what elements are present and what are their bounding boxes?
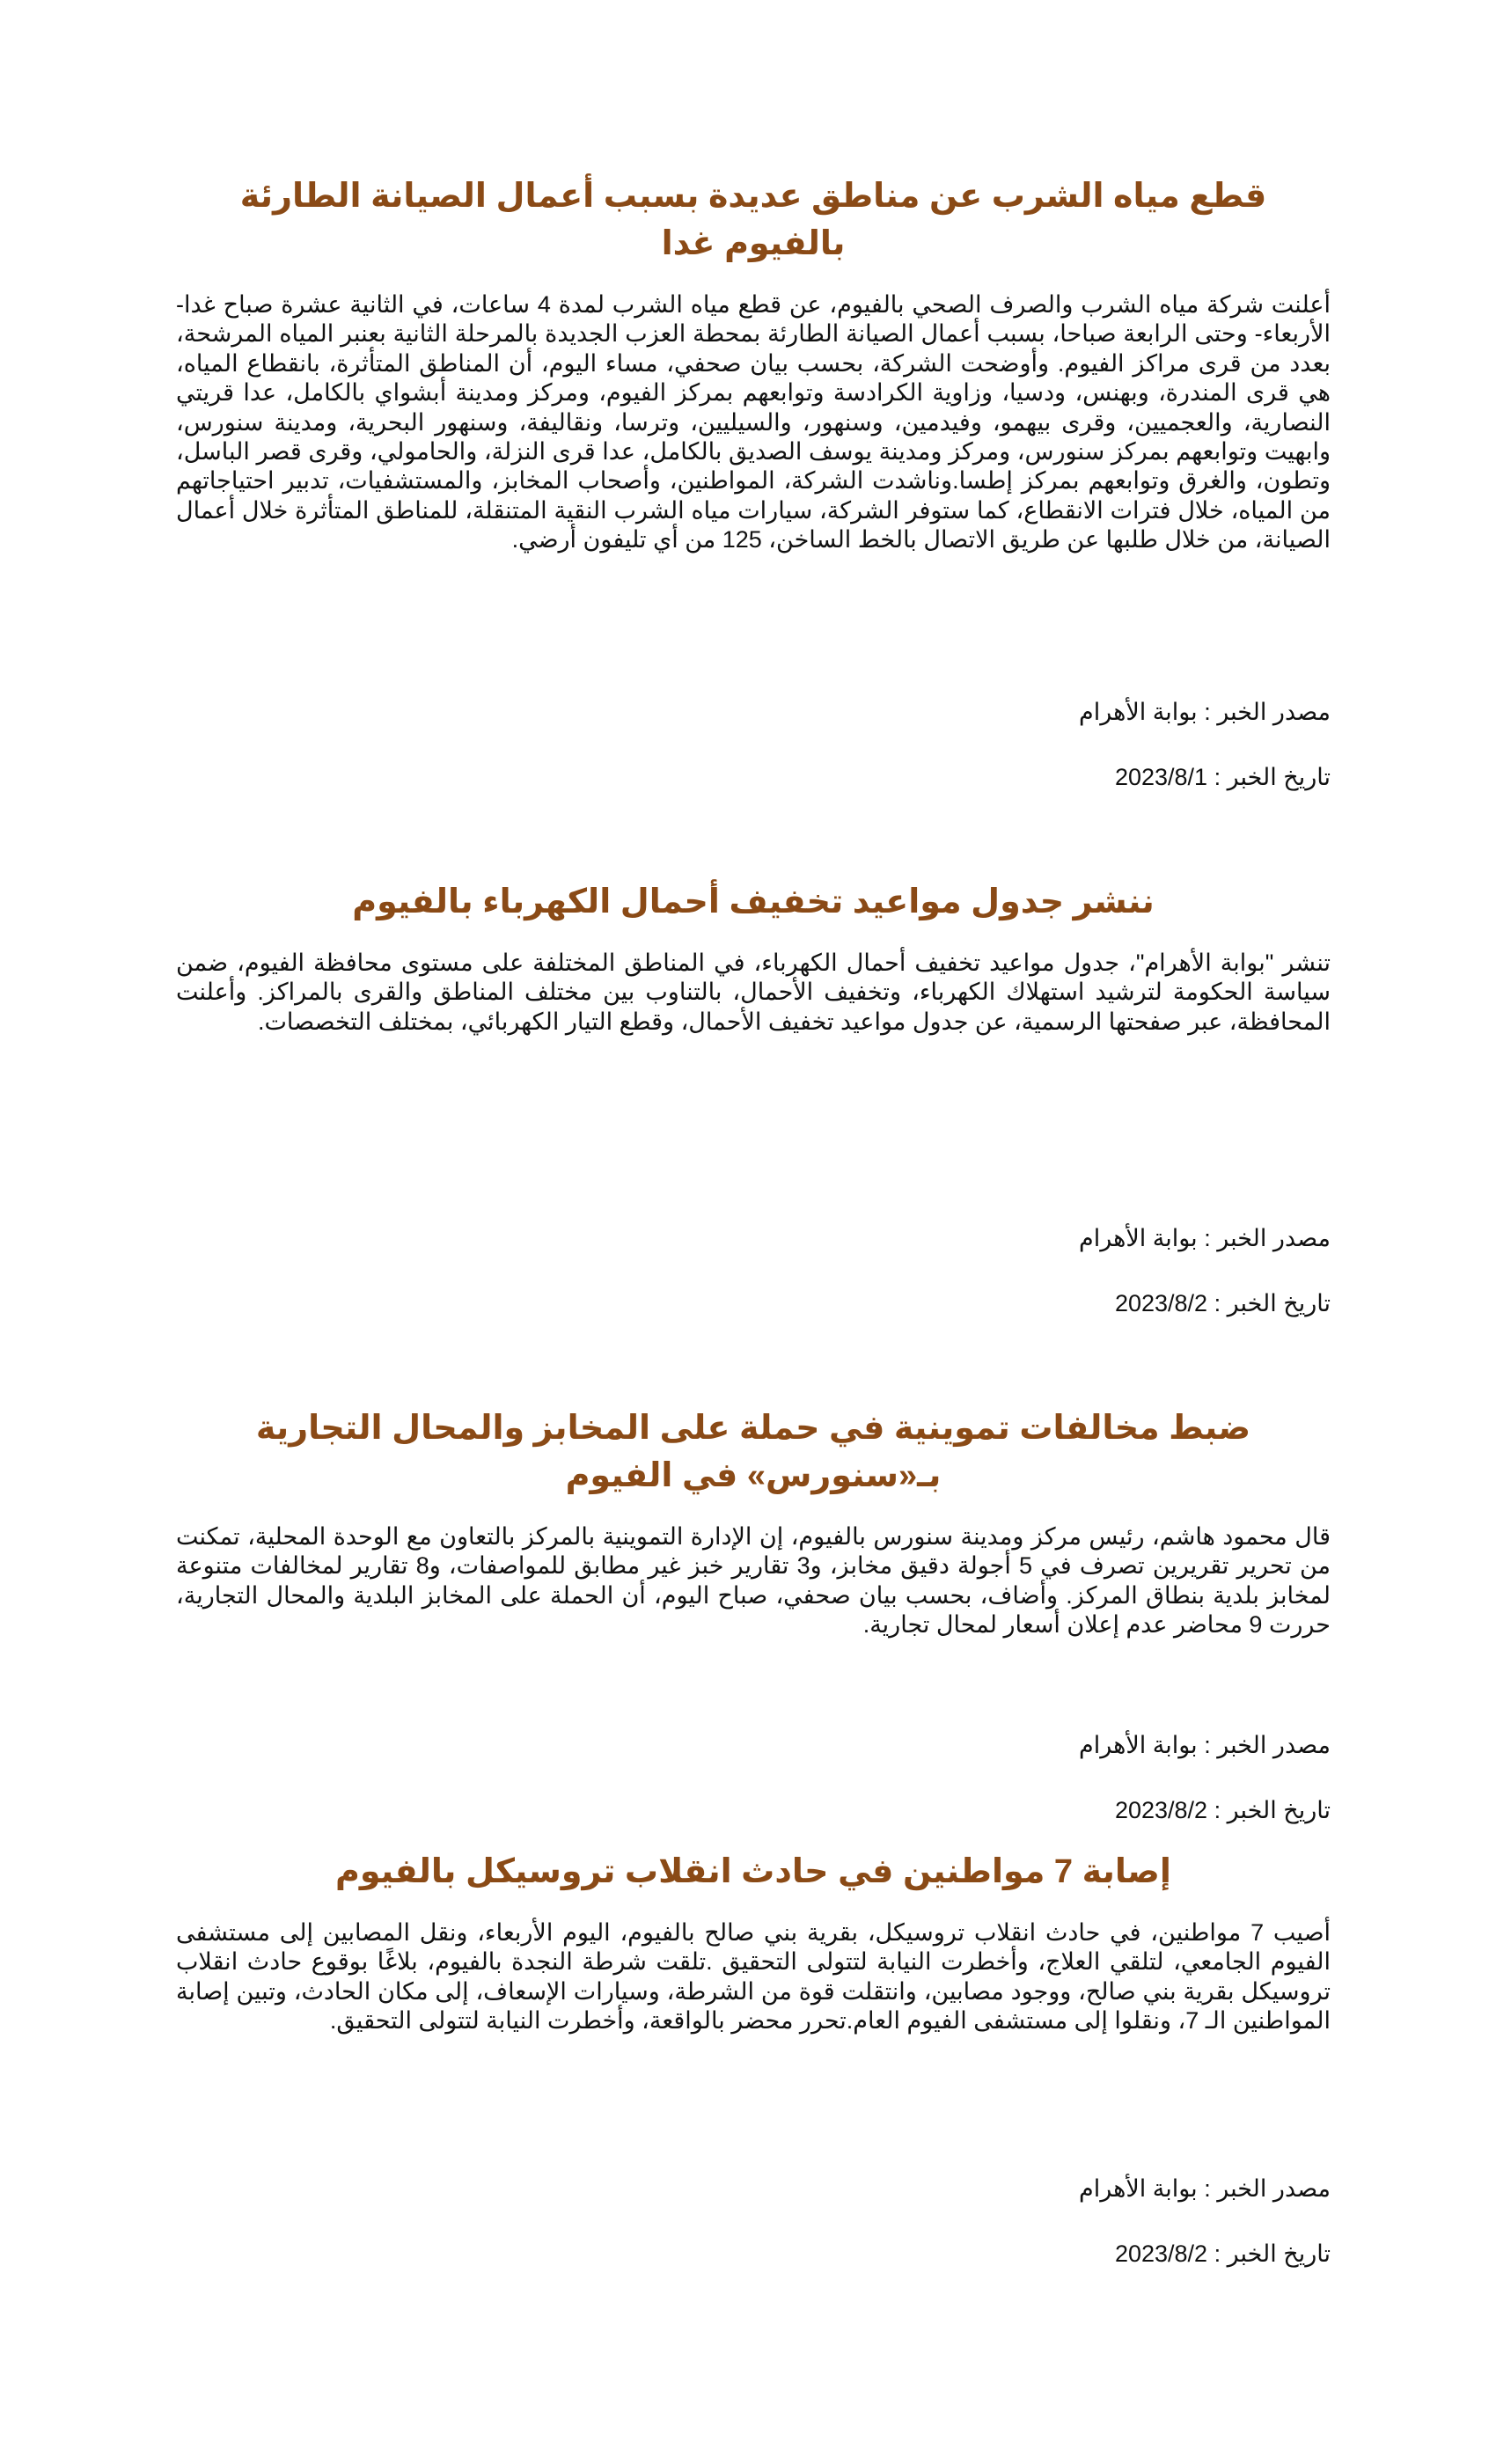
article-title: إصابة 7 مواطنين في حادث انقلاب تروسيكل بالفيوم bbox=[335, 1853, 1171, 1890]
article-tricycle-accident bbox=[176, 1848, 1331, 2036]
article-supply-violations bbox=[176, 1404, 1331, 1640]
article-source: مصدر الخبر : بوابة الأهرام bbox=[1078, 1732, 1331, 1758]
article-title: ننشر جدول مواعيد تخفيف أحمال الكهرباء بالفيوم bbox=[352, 884, 1155, 920]
article-date: تاريخ الخبر : 2023/8/1 bbox=[1114, 764, 1331, 790]
article-body: تنشر "بوابة الأهرام"، جدول مواعيد تخفيف أحمال الكهرباء، في المناطق المختلفة على مستوى محافظة الفيوم، ضمن سياسة الحكومة لترشيد استهلاك الكهرباء، وتخفيف الأحمال، بالتناوب بين مختلف المناطق والقرى بالمراكز. وأعلنت المحافظة، عبر صفحتها الرسمية، عن جدول مواعيد تخفيف الأحمال، وقطع التيار الكهربائي، بمختلف التخصصات. bbox=[176, 950, 1331, 1035]
article-source: مصدر الخبر : بوابة الأهرام bbox=[1078, 2175, 1331, 2202]
article-body: قال محمود هاشم، رئيس مركز ومدينة سنورس بالفيوم، إن الإدارة التموينية بالمركز بالتعاون مع الوحدة المحلية، تمكنت من تحرير تقريرين تصرف في 5 أجولة دقيق مخابز، و3 تقارير خبز غير مطابق للمواصفات، و8 تقارير لمخالفات متنوعة لمخابز بلدية بنطاق المركز. وأضاف، بحسب بيان صحفي، صباح اليوم، أن الحملة على المخابز البلدية والمحال التجارية، حررت 9 محاضر عدم إعلان أسعار لمحال تجارية. bbox=[176, 1523, 1331, 1639]
article-title: قطع مياه الشرب عن مناطق عديدة بسبب أعمال الصيانة الطارئة بالفيوم غدا bbox=[239, 178, 1267, 262]
article-water-cut bbox=[176, 172, 1331, 555]
article-power-schedule bbox=[176, 878, 1331, 1037]
article-body: أصيب 7 مواطنين، في حادث انقلاب تروسيكل، بقرية بني صالح بالفيوم، اليوم الأربعاء، ونقل المصابين إلى مستشفى الفيوم الجامعي، لتلقي العلاج، وأخطرت النيابة لتتولى التحقيق .تلقت شرطة النجدة بالفيوم، بلاغًا بوقوع حادث انقلاب تروسيكل بقرية بني صالح، ووجود مصابين، وانتقلت قوة من الشرطة، وسيارات الإسعاف، إلى مكان الحادث، وتبين إصابة المواطنين الـ 7، ونقلوا إلى مستشفى الفيوم العام.تحرر محضر بالواقعة، وأخطرت النيابة لتتولى التحقيق. bbox=[176, 1919, 1331, 2035]
article-date: تاريخ الخبر : 2023/8/2 bbox=[1114, 1797, 1331, 1823]
article-source: مصدر الخبر : بوابة الأهرام bbox=[1078, 699, 1331, 725]
article-source: مصدر الخبر : بوابة الأهرام bbox=[1078, 1225, 1331, 1251]
article-date: تاريخ الخبر : 2023/8/2 bbox=[1114, 1290, 1331, 1316]
article-title: ضبط مخالفات تموينية في حملة على المخابز والمحال التجارية بـ«سنورس» في الفيوم bbox=[255, 1410, 1251, 1494]
article-body: أعلنت شركة مياه الشرب والصرف الصحي بالفيوم، عن قطع مياه الشرب لمدة 4 ساعات، في الثانية عشرة صباح غدا-الأربعاء- وحتى الرابعة صباحا، بسبب أعمال الصيانة الطارئة بمحطة العزب الجديدة بالمرحلة الثانية بعنبر المياه المرشحة، بعدد من قرى مراكز الفيوم. وأوضحت الشركة، بحسب بيان صحفي، مساء اليوم، أن المناطق المتأثرة، بانقطاع المياه، هي قرى المندرة، وبهنس، ودسيا، وزاوية الكرادسة وتوابعهم بمركز الفيوم، ومركز ومدينة أبشواي بالكامل، عدا قريتي النصارية، والعجميين، وقرى بيهمو، وفيدمين، وسنهور، والسيليين، وترسا، ونقاليفة، وسنهور البحرية، ومدينة سنورس، وابهيت وتوابعهم بمركز سنورس، ومركز ومدينة يوسف الصديق بالكامل، عدا قرى النزلة، والحامولي، وقرى قصر الباسل، وتطون، والغرق وتوابعهم بمركز إطسا.وناشدت الشركة، المواطنين، وأصحاب المخابز، والمستشفيات، تدبير احتياجاتهم من المياه، خلال فترات الانقطاع، كما ستوفر الشركة، سيارات مياه الشرب النقية المتنقلة، للمناطق المتأثرة خلال أعمال الصيانة، من خلال طلبها عن طريق الاتصال بالخط الساخن، 125 من أي تليفون أرضي. bbox=[176, 291, 1331, 554]
news-page bbox=[176, 0, 1331, 2464]
article-date: تاريخ الخبر : 2023/8/2 bbox=[1114, 2240, 1331, 2267]
